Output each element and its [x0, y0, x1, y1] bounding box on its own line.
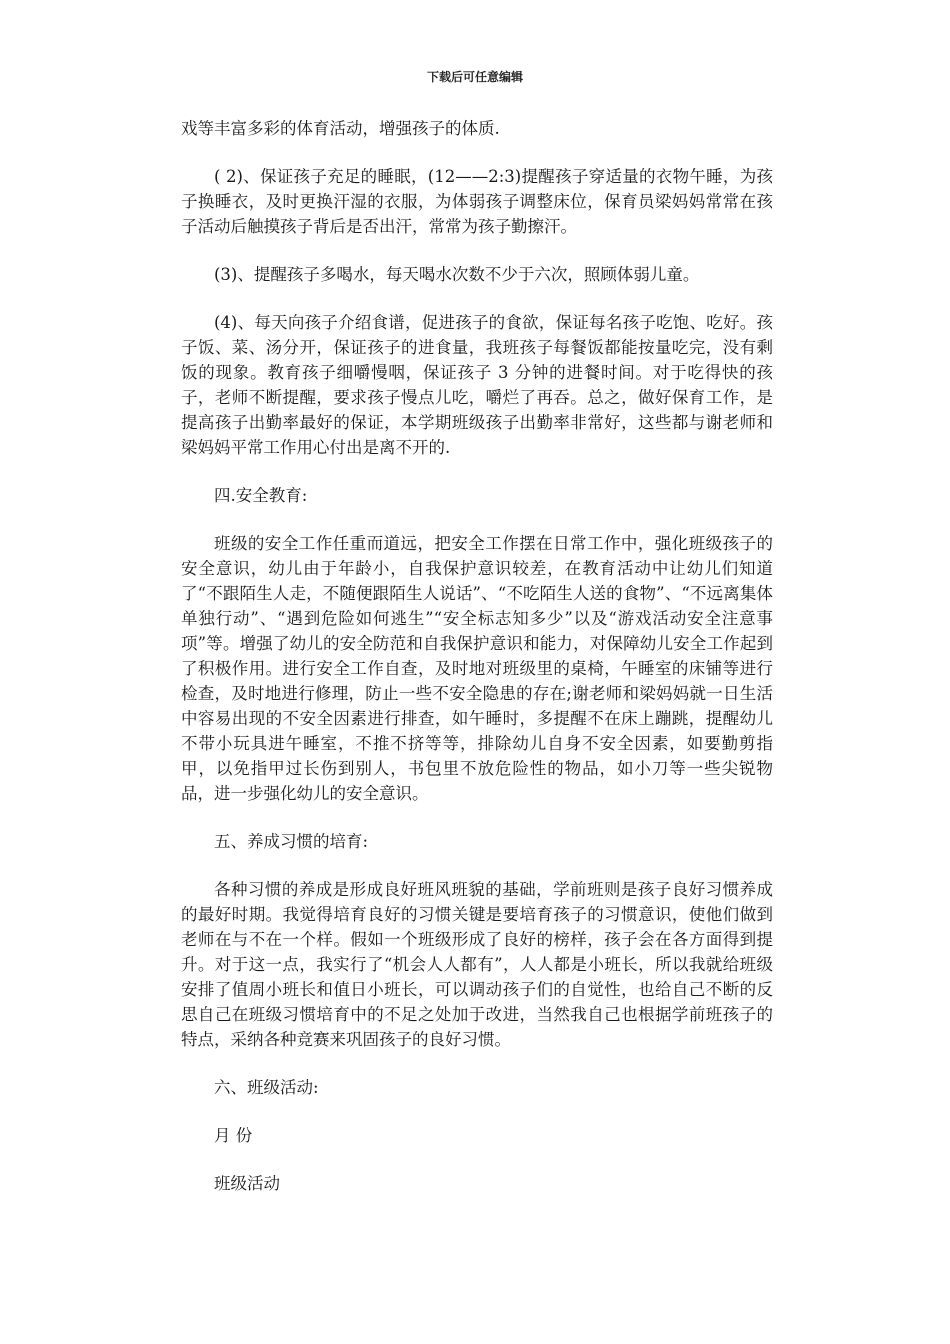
paragraph-meals: (4)、每天向孩子介绍食谱，促进孩子的食欲，保证每名孩子吃饱、吃好。孩子饭、菜、汤分开，保证孩子的进食量，我班孩子每餐饭都能按量吃完，没有剩饭的现象。教育孩子细嚼慢咽，保证孩子 3 分钟的进餐时间。对于吃得快的孩子，老师不断提醒，要求孩子慢点儿吃，嚼烂了再吞。总之，做好保育工作，是提高孩子出勤率最好的保证，本学期班级孩子出勤率非常好，这些都与谢老师和梁妈妈平常工作用心付出是离不开的.	[181, 313, 773, 457]
paragraph-safety: 班级的安全工作任重而道远，把安全工作摆在日常工作中，强化班级孩子的安全意识，幼儿由于年龄小，自我保护意识较差，在教育活动中让幼儿们知道了“不跟陌生人走，不随便跟陌生人说话”、“不吃陌生人送的食物”、“不远离集体单独行动”、“遇到危险如何逃生”“安全标志知多少”以及“游戏活动安全注意事项”等。增强了幼儿的安全防范和自我保护意识和能力，对保障幼儿安全工作起到了积极作用。进行安全工作自查，及时地对班级里的桌椅，午睡室的床铺等进行检查，及时地进行修理，防止一些不安全隐患的存在;谢老师和梁妈妈就一日生活中容易出现的不安全因素进行排查，如午睡时，多提醒不在床上蹦跳，提醒幼儿不带小玩具进午睡室，不推不挤等等，排除幼儿自身不安全因素，如要勤剪指甲，以免指甲过长伤到别人，书包里不放危险性的物品，如小刀等一些尖锐物品，进一步强化幼儿的安全意识。	[181, 534, 773, 803]
table-label-month: 月 份	[214, 1126, 253, 1145]
paragraph-water: (3)、提醒孩子多喝水，每天喝水次数不少于六次，照顾体弱儿童。	[214, 265, 700, 284]
section-heading-activities: 六、班级活动:	[214, 1078, 319, 1097]
paragraph-habits: 各种习惯的养成是形成良好班风班貌的基础，学前班则是孩子良好习惯养成的最好时期。我觉得培育良好的习惯关键是要培育孩子的习惯意识，使他们做到老师在与不在一个样。假如一个班级形成了良好的榜样，孩子会在各方面得到提升。对于这一点，我实行了“机会人人都有”，人人都是小班长，所以我就给班级安排了值周小班长和值日小班长，可以调动孩子们的自觉性，也给自己不断的反思自己在班级习惯培育中的不足之处加于改进，当然我自己也根据学前班孩子的特点，采纳各种竞赛来巩固孩子的良好习惯。	[181, 880, 773, 1049]
table-label-activity: 班级活动	[214, 1174, 280, 1193]
paragraph-continuation: 戏等丰富多彩的体育活动，增强孩子的体质.	[181, 119, 500, 138]
paragraph-sleep: ( 2)、保证孩子充足的睡眠，(12——2:3)提醒孩子穿适量的衣物午睡，为孩子换睡衣，及时更换汗湿的衣服，为体弱孩子调整床位，保育员梁妈妈常常在孩子活动后触摸孩子背后是否出汗，常常为孩子勤擦汗。	[181, 167, 773, 236]
page-header-note: 下载后可任意编辑	[426, 70, 523, 84]
section-heading-safety: 四.安全教育:	[214, 486, 308, 505]
document-body	[181, 116, 773, 1219]
section-heading-habits: 五、养成习惯的培育:	[214, 832, 369, 851]
